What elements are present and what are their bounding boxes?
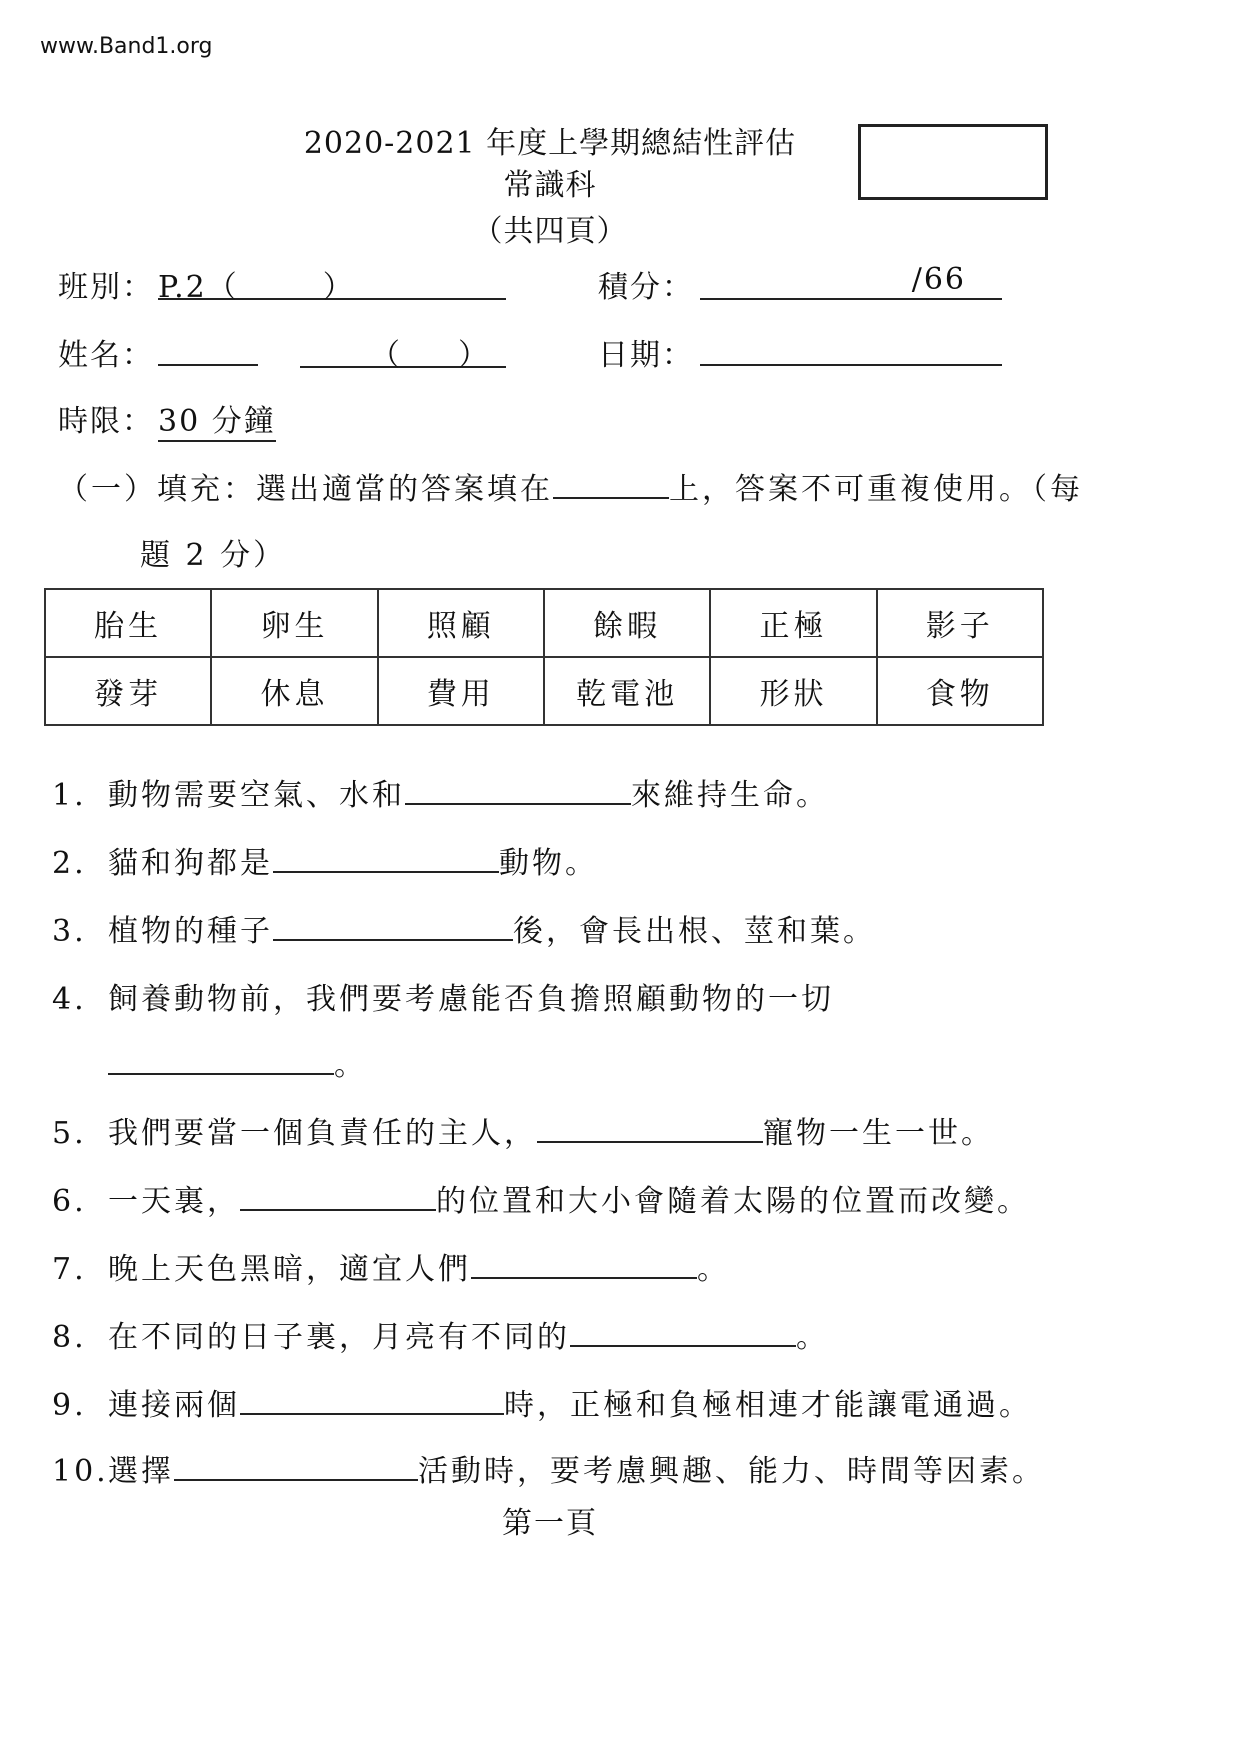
section-heading-part-b: 上，答案不可重複使用。（每	[669, 472, 1083, 507]
word-bank-row	[45, 657, 1043, 725]
question-text: 寵物一生一世。	[763, 1116, 994, 1151]
word-bank-row	[45, 589, 1043, 657]
word-bank-cell: 形狀	[710, 657, 876, 725]
question-6	[52, 1176, 1030, 1220]
answer-blank-1[interactable]	[405, 777, 631, 805]
question-text: 。	[796, 1320, 829, 1355]
question-text: 時，正極和負極相連才能讓電通過。	[504, 1388, 1032, 1423]
question-10	[52, 1446, 1045, 1490]
answer-blank-4[interactable]	[108, 1047, 334, 1075]
question-text: 動物。	[499, 846, 598, 881]
question-number: 6.	[52, 1184, 87, 1219]
section-heading-line2: 題 2 分）	[140, 538, 287, 573]
question-number: 4.	[52, 982, 87, 1017]
class-value: P.2（	[158, 270, 239, 305]
question-text: 。	[697, 1252, 730, 1287]
score-total: /66	[911, 262, 966, 297]
question-5	[52, 1108, 994, 1152]
question-7	[52, 1244, 730, 1288]
name-paren-open: （	[370, 338, 402, 373]
word-bank-cell: 食物	[877, 657, 1043, 725]
question-1	[52, 770, 829, 814]
question-text: 在不同的日子裏，月亮有不同的	[108, 1320, 570, 1355]
question-text: 動物需要空氣、水和	[108, 778, 405, 813]
word-bank-cell: 照顧	[378, 589, 544, 657]
question-text: 後，會長出根、莖和葉。	[513, 914, 876, 949]
name-field[interactable]	[158, 364, 258, 366]
answer-blank-8[interactable]	[570, 1319, 796, 1347]
name-paren-close: ）	[458, 338, 490, 373]
question-3	[52, 906, 876, 950]
question-text: 我們要當一個負責任的主人，	[108, 1116, 537, 1151]
class-close: ）	[322, 270, 355, 305]
class-number-field[interactable]	[300, 330, 506, 373]
answer-blank-5[interactable]	[537, 1115, 763, 1143]
section-heading-part-a: （一）填充：選出適當的答案填在	[58, 472, 553, 507]
question-number: 7.	[52, 1252, 87, 1287]
question-text: 貓和狗都是	[108, 846, 273, 881]
question-text: 飼養動物前，我們要考慮能否負擔照顧動物的一切	[108, 982, 834, 1017]
question-text: 植物的種子	[108, 914, 273, 949]
site-watermark: www.Band1.org	[40, 34, 213, 59]
question-2	[52, 838, 598, 882]
question-9	[52, 1380, 1032, 1424]
answer-blank-3[interactable]	[273, 913, 513, 941]
heading-blank	[553, 471, 669, 499]
question-text: 一天裏，	[108, 1184, 240, 1219]
answer-blank-10[interactable]	[174, 1453, 418, 1481]
name-label: 姓名：	[58, 338, 154, 373]
subject-title: 常識科	[503, 168, 597, 203]
score-field[interactable]	[700, 262, 1002, 300]
page-count: （共四頁）	[472, 214, 628, 249]
page-footer: 第一頁	[502, 1506, 598, 1541]
question-text: 選擇	[108, 1454, 174, 1489]
word-bank-cell: 乾電池	[544, 657, 710, 725]
time-value: 30 分鐘	[158, 396, 276, 442]
question-4	[52, 974, 834, 1018]
question-text: 活動時，要考慮興趣、能力、時間等因素。	[418, 1454, 1045, 1489]
question-8	[52, 1312, 829, 1356]
date-field[interactable]	[700, 364, 1002, 366]
score-box	[858, 124, 1048, 200]
section-heading	[58, 464, 1083, 508]
word-bank-cell: 餘暇	[544, 589, 710, 657]
answer-blank-7[interactable]	[471, 1251, 697, 1279]
word-bank-cell: 影子	[877, 589, 1043, 657]
answer-blank-2[interactable]	[273, 845, 499, 873]
time-label: 時限：	[58, 404, 154, 439]
word-bank-cell: 發芽	[45, 657, 211, 725]
question-number: 5.	[52, 1116, 87, 1151]
question-number: 1.	[52, 778, 87, 813]
class-field[interactable]	[158, 262, 506, 305]
question-number: 9.	[52, 1388, 87, 1423]
score-label: 積分：	[598, 270, 694, 305]
answer-blank-9[interactable]	[240, 1387, 504, 1415]
question-text: 連接兩個	[108, 1388, 240, 1423]
word-bank-cell: 休息	[211, 657, 377, 725]
question-text: 晚上天色黑暗，適宜人們	[108, 1252, 471, 1287]
question-4-continued	[108, 1040, 367, 1084]
question-text: 。	[334, 1048, 367, 1083]
word-bank-cell: 卵生	[211, 589, 377, 657]
question-text: 來維持生命。	[631, 778, 829, 813]
word-bank-cell: 費用	[378, 657, 544, 725]
question-number: 8.	[52, 1320, 87, 1355]
exam-title: 2020-2021 年度上學期總結性評估	[303, 126, 797, 161]
answer-blank-6[interactable]	[240, 1183, 436, 1211]
word-bank-cell: 胎生	[45, 589, 211, 657]
word-bank-cell: 正極	[710, 589, 876, 657]
question-number: 10.	[52, 1454, 109, 1489]
word-bank-table	[44, 588, 1044, 726]
question-number: 3.	[52, 914, 87, 949]
class-label: 班別：	[58, 270, 154, 305]
date-label: 日期：	[598, 338, 694, 373]
question-text: 的位置和大小會隨着太陽的位置而改變。	[436, 1184, 1030, 1219]
question-number: 2.	[52, 846, 87, 881]
